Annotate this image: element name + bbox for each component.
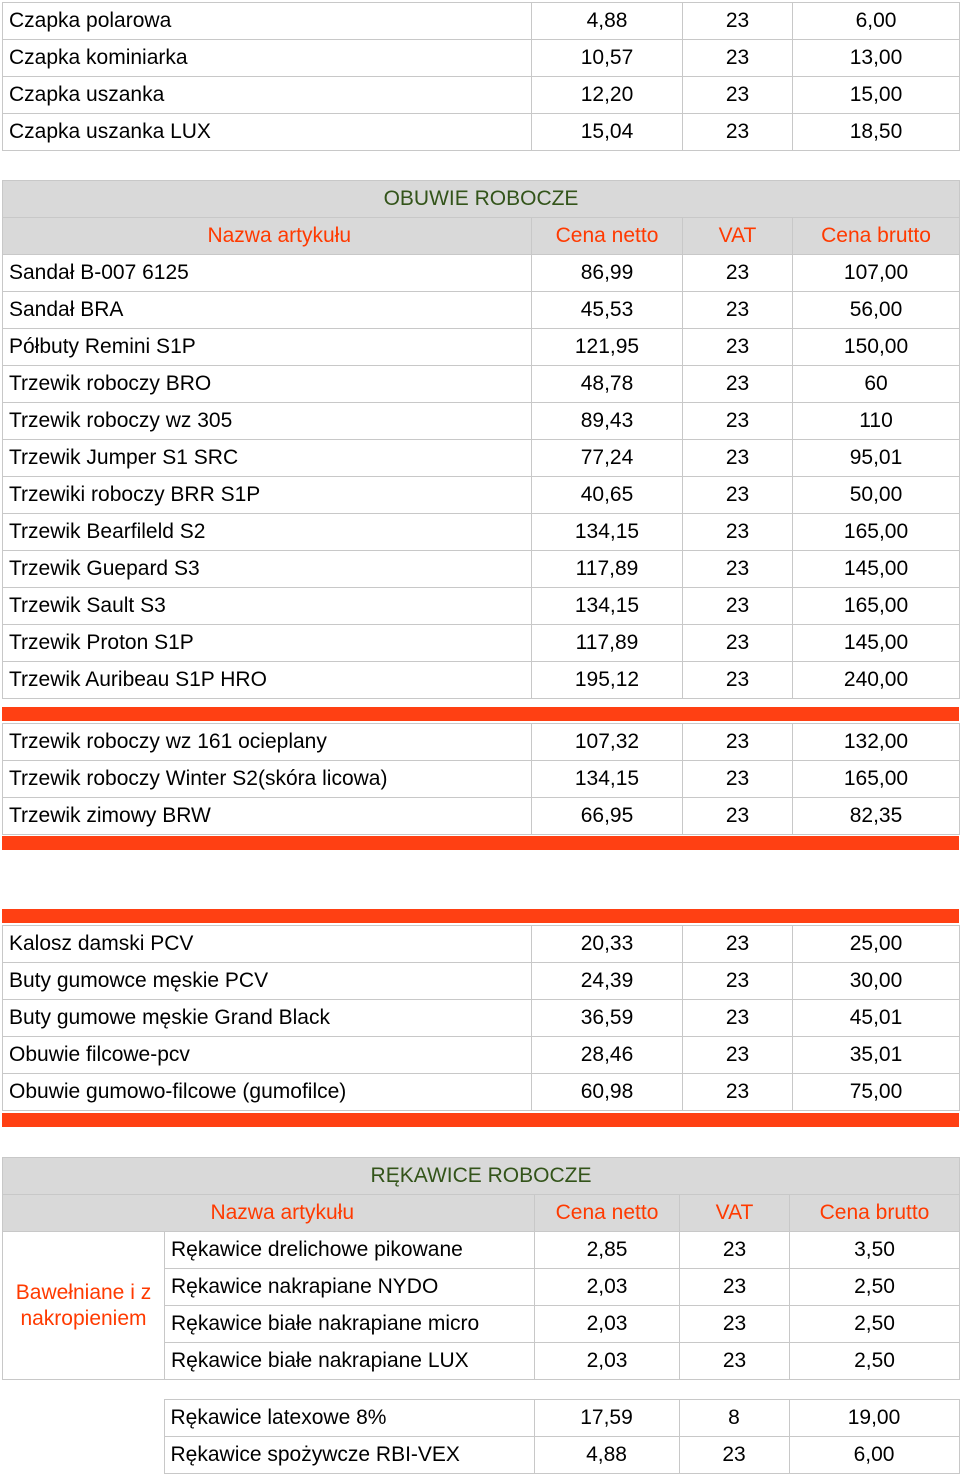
gross-price: 2,50	[790, 1269, 960, 1306]
section-title: OBUWIE ROBOCZE	[3, 181, 960, 218]
net-price: 2,03	[535, 1306, 680, 1343]
table-row	[3, 1000, 960, 1037]
vat-rate: 23	[683, 440, 793, 477]
vat-rate: 23	[683, 329, 793, 366]
item-name: Trzewik roboczy BRO	[3, 366, 532, 403]
table-row	[3, 551, 960, 588]
item-name: Sandał B-007 6125	[3, 255, 532, 292]
item-name: Kalosz damski PCV	[3, 926, 532, 963]
vat-rate: 23	[683, 114, 793, 151]
item-name: Obuwie filcowe-pcv	[3, 1037, 532, 1074]
item-name: Trzewik roboczy wz 161 ocieplany	[3, 724, 532, 761]
item-name: Trzewiki roboczy BRR S1P	[3, 477, 532, 514]
vat-rate: 23	[683, 366, 793, 403]
table-row	[3, 662, 960, 699]
net-price: 15,04	[532, 114, 683, 151]
net-price: 24,39	[532, 963, 683, 1000]
empty-cell	[2, 1437, 164, 1474]
table-row	[3, 40, 960, 77]
vat-rate: 23	[683, 625, 793, 662]
vat-rate: 23	[683, 255, 793, 292]
gross-price: 6,00	[793, 3, 960, 40]
item-name: Czapka uszanka LUX	[3, 114, 532, 151]
vat-rate: 23	[683, 588, 793, 625]
vat-rate: 23	[683, 1037, 793, 1074]
vat-rate: 23	[683, 662, 793, 699]
vat-rate: 23	[683, 798, 793, 835]
gross-price: 60	[793, 366, 960, 403]
table-row	[3, 477, 960, 514]
table-row	[3, 77, 960, 114]
gross-price: 145,00	[793, 551, 960, 588]
vat-rate: 23	[683, 1074, 793, 1111]
table-row	[3, 3, 960, 40]
rubber-shoes-table	[2, 925, 959, 1111]
item-name: Rękawice drelichowe pikowane	[165, 1232, 535, 1269]
table-row	[3, 761, 960, 798]
table-row	[3, 255, 960, 292]
separator-bar	[2, 836, 959, 850]
net-price: 195,12	[532, 662, 683, 699]
vat-rate: 23	[683, 761, 793, 798]
item-name: Trzewik Jumper S1 SRC	[3, 440, 532, 477]
vat-rate: 23	[680, 1343, 790, 1380]
gross-price: 107,00	[793, 255, 960, 292]
item-name: Sandał BRA	[3, 292, 532, 329]
item-name: Trzewik zimowy BRW	[3, 798, 532, 835]
item-name: Czapka polarowa	[3, 3, 532, 40]
net-price: 4,88	[534, 1437, 679, 1474]
table-row	[3, 724, 960, 761]
table-row	[3, 514, 960, 551]
vat-rate: 23	[683, 40, 793, 77]
net-price: 12,20	[532, 77, 683, 114]
gross-price: 165,00	[793, 514, 960, 551]
col-header-vat: VAT	[683, 218, 793, 255]
net-price: 107,32	[532, 724, 683, 761]
vat-rate: 23	[683, 403, 793, 440]
table-row	[3, 114, 960, 151]
net-price: 134,15	[532, 588, 683, 625]
gross-price: 56,00	[793, 292, 960, 329]
caps-table	[2, 2, 959, 151]
col-header-vat: VAT	[680, 1195, 790, 1232]
separator-bar	[2, 909, 959, 923]
item-name: Buty gumowce męskie PCV	[3, 963, 532, 1000]
vat-rate: 23	[683, 926, 793, 963]
vat-rate: 23	[679, 1437, 789, 1474]
col-header-name: Nazwa artykułu	[3, 1195, 535, 1232]
table-row	[3, 926, 960, 963]
col-header-gross: Cena brutto	[793, 218, 960, 255]
gross-price: 18,50	[793, 114, 960, 151]
net-price: 48,78	[532, 366, 683, 403]
net-price: 17,59	[534, 1400, 679, 1437]
section-title: RĘKAWICE ROBOCZE	[3, 1158, 960, 1195]
net-price: 117,89	[532, 625, 683, 662]
net-price: 86,99	[532, 255, 683, 292]
item-name: Trzewik Guepard S3	[3, 551, 532, 588]
vat-rate: 23	[680, 1232, 790, 1269]
gross-price: 15,00	[793, 77, 960, 114]
net-price: 121,95	[532, 329, 683, 366]
col-header-gross: Cena brutto	[790, 1195, 960, 1232]
gross-price: 13,00	[793, 40, 960, 77]
gross-price: 82,35	[793, 798, 960, 835]
table-row	[3, 1037, 960, 1074]
table-row	[3, 292, 960, 329]
gloves-table-2	[2, 1399, 959, 1474]
work-shoes-table	[2, 180, 959, 699]
separator-bar	[2, 707, 959, 721]
net-price: 20,33	[532, 926, 683, 963]
item-name: Rękawice spożywcze RBI-VEX	[164, 1437, 534, 1474]
gross-price: 145,00	[793, 625, 960, 662]
net-price: 77,24	[532, 440, 683, 477]
item-name: Trzewik Auribeau S1P HRO	[3, 662, 532, 699]
gross-price: 165,00	[793, 761, 960, 798]
net-price: 4,88	[532, 3, 683, 40]
item-name: Rękawice białe nakrapiane micro	[165, 1306, 535, 1343]
table-row	[3, 963, 960, 1000]
vat-rate: 23	[683, 1000, 793, 1037]
vat-rate: 23	[683, 292, 793, 329]
vat-rate: 23	[683, 551, 793, 588]
item-name: Trzewik roboczy wz 305	[3, 403, 532, 440]
item-name: Czapka uszanka	[3, 77, 532, 114]
item-name: Rękawice białe nakrapiane LUX	[165, 1343, 535, 1380]
item-name: Rękawice latexowe 8%	[164, 1400, 534, 1437]
table-row	[2, 1437, 959, 1474]
net-price: 2,03	[535, 1269, 680, 1306]
net-price: 2,85	[535, 1232, 680, 1269]
category-label: Bawełniane i z nakropieniem	[3, 1232, 165, 1380]
vat-rate: 23	[683, 477, 793, 514]
table-row	[3, 403, 960, 440]
net-price: 66,95	[532, 798, 683, 835]
col-header-net: Cena netto	[532, 218, 683, 255]
winter-shoes-table	[2, 723, 959, 835]
gross-price: 110	[793, 403, 960, 440]
net-price: 28,46	[532, 1037, 683, 1074]
table-row	[3, 798, 960, 835]
separator-bar	[2, 1113, 959, 1127]
gross-price: 95,01	[793, 440, 960, 477]
vat-rate: 23	[680, 1306, 790, 1343]
net-price: 89,43	[532, 403, 683, 440]
table-row	[3, 1074, 960, 1111]
item-name: Obuwie gumowo-filcowe (gumofilce)	[3, 1074, 532, 1111]
net-price: 36,59	[532, 1000, 683, 1037]
item-name: Trzewik roboczy Winter S2(skóra licowa)	[3, 761, 532, 798]
net-price: 134,15	[532, 514, 683, 551]
vat-rate: 23	[680, 1269, 790, 1306]
gross-price: 75,00	[793, 1074, 960, 1111]
item-name: Trzewik Proton S1P	[3, 625, 532, 662]
gross-price: 25,00	[793, 926, 960, 963]
item-name: Czapka kominiarka	[3, 40, 532, 77]
gross-price: 2,50	[790, 1306, 960, 1343]
item-name: Półbuty Remini S1P	[3, 329, 532, 366]
col-header-name: Nazwa artykułu	[3, 218, 532, 255]
net-price: 45,53	[532, 292, 683, 329]
item-name: Rękawice nakrapiane NYDO	[165, 1269, 535, 1306]
gross-price: 6,00	[789, 1437, 959, 1474]
net-price: 40,65	[532, 477, 683, 514]
net-price: 134,15	[532, 761, 683, 798]
table-row	[2, 1400, 959, 1437]
gross-price: 132,00	[793, 724, 960, 761]
table-row	[3, 1232, 960, 1269]
table-row	[3, 329, 960, 366]
vat-rate: 23	[683, 724, 793, 761]
gross-price: 30,00	[793, 963, 960, 1000]
vat-rate: 23	[683, 3, 793, 40]
item-name: Trzewik Sault S3	[3, 588, 532, 625]
vat-rate: 23	[683, 77, 793, 114]
item-name: Trzewik Bearfileld S2	[3, 514, 532, 551]
col-header-net: Cena netto	[535, 1195, 680, 1232]
gross-price: 19,00	[789, 1400, 959, 1437]
gross-price: 50,00	[793, 477, 960, 514]
item-name: Buty gumowe męskie Grand Black	[3, 1000, 532, 1037]
gross-price: 165,00	[793, 588, 960, 625]
table-row	[3, 625, 960, 662]
vat-rate: 8	[679, 1400, 789, 1437]
empty-cell	[2, 1400, 164, 1437]
table-row	[3, 366, 960, 403]
gross-price: 240,00	[793, 662, 960, 699]
table-row	[3, 440, 960, 477]
gross-price: 3,50	[790, 1232, 960, 1269]
work-gloves-table	[2, 1157, 959, 1380]
net-price: 60,98	[532, 1074, 683, 1111]
gross-price: 35,01	[793, 1037, 960, 1074]
vat-rate: 23	[683, 963, 793, 1000]
gross-price: 45,01	[793, 1000, 960, 1037]
net-price: 2,03	[535, 1343, 680, 1380]
net-price: 10,57	[532, 40, 683, 77]
net-price: 117,89	[532, 551, 683, 588]
table-row	[3, 588, 960, 625]
gross-price: 150,00	[793, 329, 960, 366]
vat-rate: 23	[683, 514, 793, 551]
gross-price: 2,50	[790, 1343, 960, 1380]
